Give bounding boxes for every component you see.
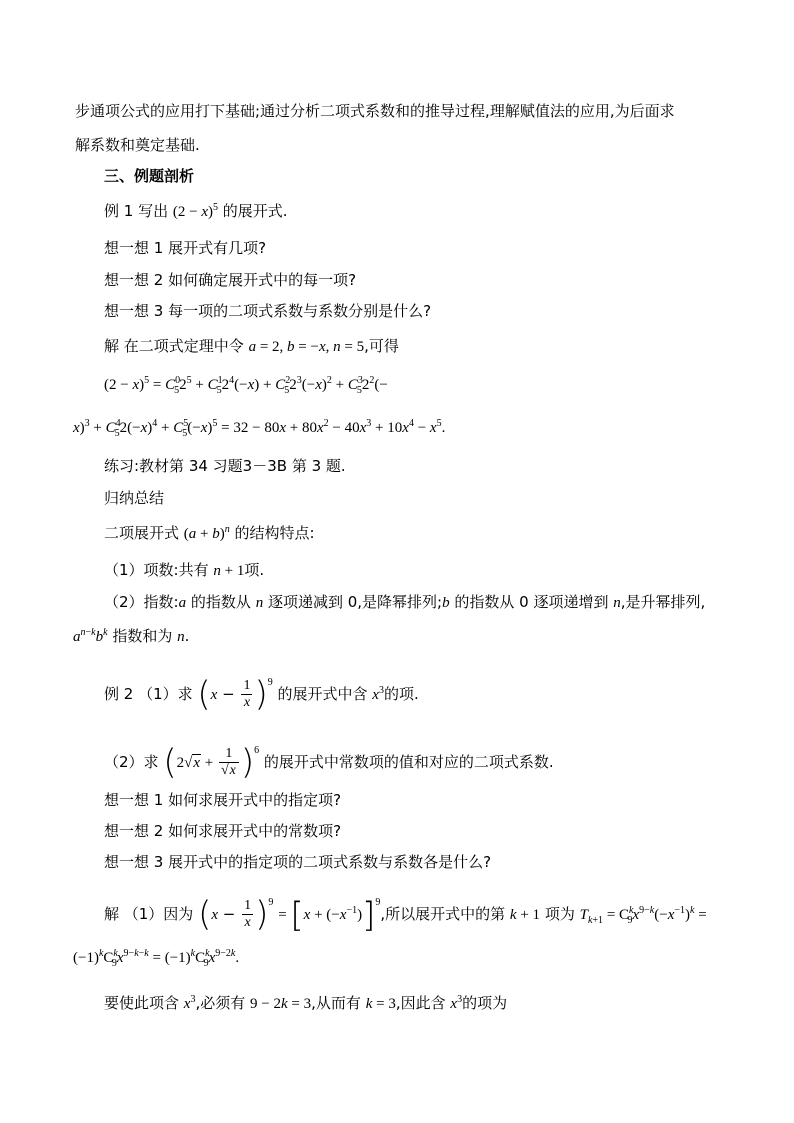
example-1: 例 1 写出 $(2 - x)^5$ 的展开式. xyxy=(104,202,288,220)
final-b: ,必须有 xyxy=(195,994,246,1012)
example-2-tail-a: 的展开式中含 xyxy=(277,685,368,703)
solution-2: 解 （1）因为 (x − $\frac{1}{x}$ )$^9 = [x + (-x^{-1})]^9$,所以展开式中的第 k + 1 项为 $T_{k+1} = C^k_9x^{9-k}(-x^{-1})^k$ = xyxy=(104,894,707,936)
intro-line-2: 解系数和奠定基础. xyxy=(75,136,200,154)
example-2-label: 例 2 （1）求 xyxy=(104,685,193,703)
point-1-label: （1）项数:共有 xyxy=(104,561,209,579)
expansion-line-2: $x)^3 + C^4_52(-x)^4 + C^5_5(-x)^5 = 32 - 80x + 80x^2 - 40x^3 + 10x^4 - x^5$. xyxy=(73,418,446,439)
solution-2-line-2: $(-1)^kC^k_9x^{9-k-k} = (-1)^kC^k_9x^{9-2k}$. xyxy=(73,948,240,969)
final-a: 要使此项含 xyxy=(104,994,180,1012)
structure-label: 二项展开式 xyxy=(104,524,180,542)
point-1: （1）项数:共有 n + 1项. xyxy=(104,561,265,579)
example-2-part-1: 例 2 （1）求 (x − $\frac{1}{x}$ )$^9$ 的展开式中含 $x^3$的项. xyxy=(104,674,419,715)
solution-2-mid2: 项为 xyxy=(544,905,575,923)
final-line: 要使此项含 $x^3$,必须有 9 − 2k = 3,从而有 k = 3,因此含 $x^3$的项为 xyxy=(104,994,508,1012)
structure-line: 二项展开式 $(a + b)^n$ 的结构特点: xyxy=(104,524,315,542)
example-2-tail-b: 的项. xyxy=(383,685,419,703)
solution-2-label: 解 （1）因为 xyxy=(104,905,194,923)
point-2-a: （2）指数: xyxy=(104,593,179,611)
point-2-b: 的指数从 xyxy=(190,593,251,611)
intro-line-1: 步通项公式的应用打下基础;通过分析二项式系数和的推导过程,理解赋值法的应用,为后面求 xyxy=(75,102,675,120)
section-title: 三、例题剖析 xyxy=(104,167,195,185)
point-3: $a^{n-k}b^k$ 指数和为 n. xyxy=(73,627,190,645)
example-2-part-2: （2）求 (2√x + $\frac{1}{√x}$ )$^6$ 的展开式中常数项的值和对应的二项式系数. xyxy=(104,742,554,783)
think-1: 想一想 1 展开式有几项? xyxy=(104,239,267,257)
solution-1: 解 在二项式定理中令 a = 2, b = −x, n = 5,可得 xyxy=(104,337,399,355)
expansion-line-1: $(2 - x)^5 = C^0_52^5 + C^1_52^4(-x) + C^2_52^3(-x)^2 + C^3_52^2(-$ xyxy=(104,375,388,396)
point-2-d: 的指数从 0 逐项递增到 xyxy=(454,593,609,611)
point-2-c: 逐项递减到 0,是降幂排列; xyxy=(267,593,443,611)
solution-1-tail: ,可得 xyxy=(364,337,399,355)
point-2: （2）指数:a 的指数从 n 逐项递减到 0,是降幂排列;b 的指数从 0 逐项递增到 n,是升幂排列, xyxy=(104,593,706,611)
final-c: ,从而有 xyxy=(311,994,361,1012)
example-1-label: 例 1 写出 xyxy=(104,202,169,220)
think-2: 想一想 2 如何确定展开式中的每一项? xyxy=(104,271,357,289)
point-3-tail: 指数和为 xyxy=(112,627,173,645)
solution-2-mid: ,所以展开式中的第 xyxy=(380,905,506,923)
final-e: 的项为 xyxy=(462,994,508,1012)
question-1: 想一想 1 如何求展开式中的指定项? xyxy=(104,791,342,809)
point-1-tail: 项. xyxy=(244,561,265,579)
example-2b-tail: 的展开式中常数项的值和对应的二项式系数. xyxy=(263,753,554,771)
think-3: 想一想 3 每一项的二项式系数与系数分别是什么? xyxy=(104,302,432,320)
point-2-e: ,是升幂排列, xyxy=(620,593,706,611)
final-d: ,因此含 xyxy=(395,994,446,1012)
practice-line: 练习:教材第 34 习题3－3B 第 3 题. xyxy=(104,457,346,475)
example-1-tail: 的展开式. xyxy=(222,202,288,220)
summary-heading: 归纳总结 xyxy=(104,489,165,507)
solution-1-label: 解 在二项式定理中令 xyxy=(104,337,244,355)
example-2b-label: （2）求 xyxy=(104,753,159,771)
question-3: 想一想 3 展开式中的指定项的二项式系数与系数各是什么? xyxy=(104,853,492,871)
question-2: 想一想 2 如何求展开式中的常数项? xyxy=(104,822,342,840)
structure-tail: 的结构特点: xyxy=(234,524,315,542)
